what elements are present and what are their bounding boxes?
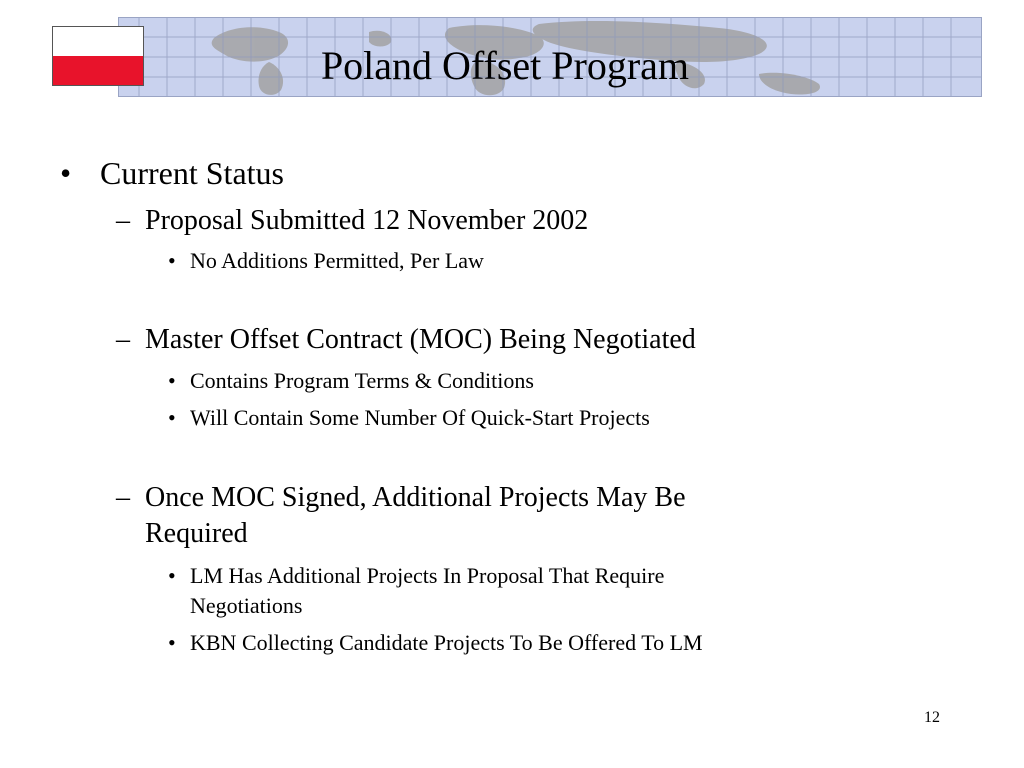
bullet-l3: • [168,248,176,273]
item-lm-projects-line1: LM Has Additional Projects In Proposal That Require [190,563,665,588]
item-quick-start: Will Contain Some Number Of Quick-Start Projects [190,405,650,430]
item-no-additions: No Additions Permitted, Per Law [190,248,484,273]
slide-title: Poland Offset Program [320,43,690,88]
section-proposal: Proposal Submitted 12 November 2002 [145,205,589,236]
dash-marker: – [116,205,130,236]
item-lm-projects-line2: Negotiations [190,593,303,618]
item-kbn-collecting: KBN Collecting Candidate Projects To Be Offered To LM [190,630,703,655]
bullet-l1: • [60,155,72,191]
dash-marker: – [116,324,130,355]
bullet-l3: • [168,630,176,655]
bullet-l3: • [168,368,176,393]
section-moc: Master Offset Contract (MOC) Being Negotiated [145,324,696,355]
bullet-l3: • [168,405,176,430]
bullet-l3: • [168,563,176,588]
section-moc-signed-line2: Required [145,518,248,549]
item-program-terms: Contains Program Terms & Conditions [190,368,534,393]
heading-current-status: Current Status [100,155,284,191]
page-number: 12 [924,709,940,726]
section-moc-signed-line1: Once MOC Signed, Additional Projects May Be [145,482,686,513]
dash-marker: – [116,482,130,513]
